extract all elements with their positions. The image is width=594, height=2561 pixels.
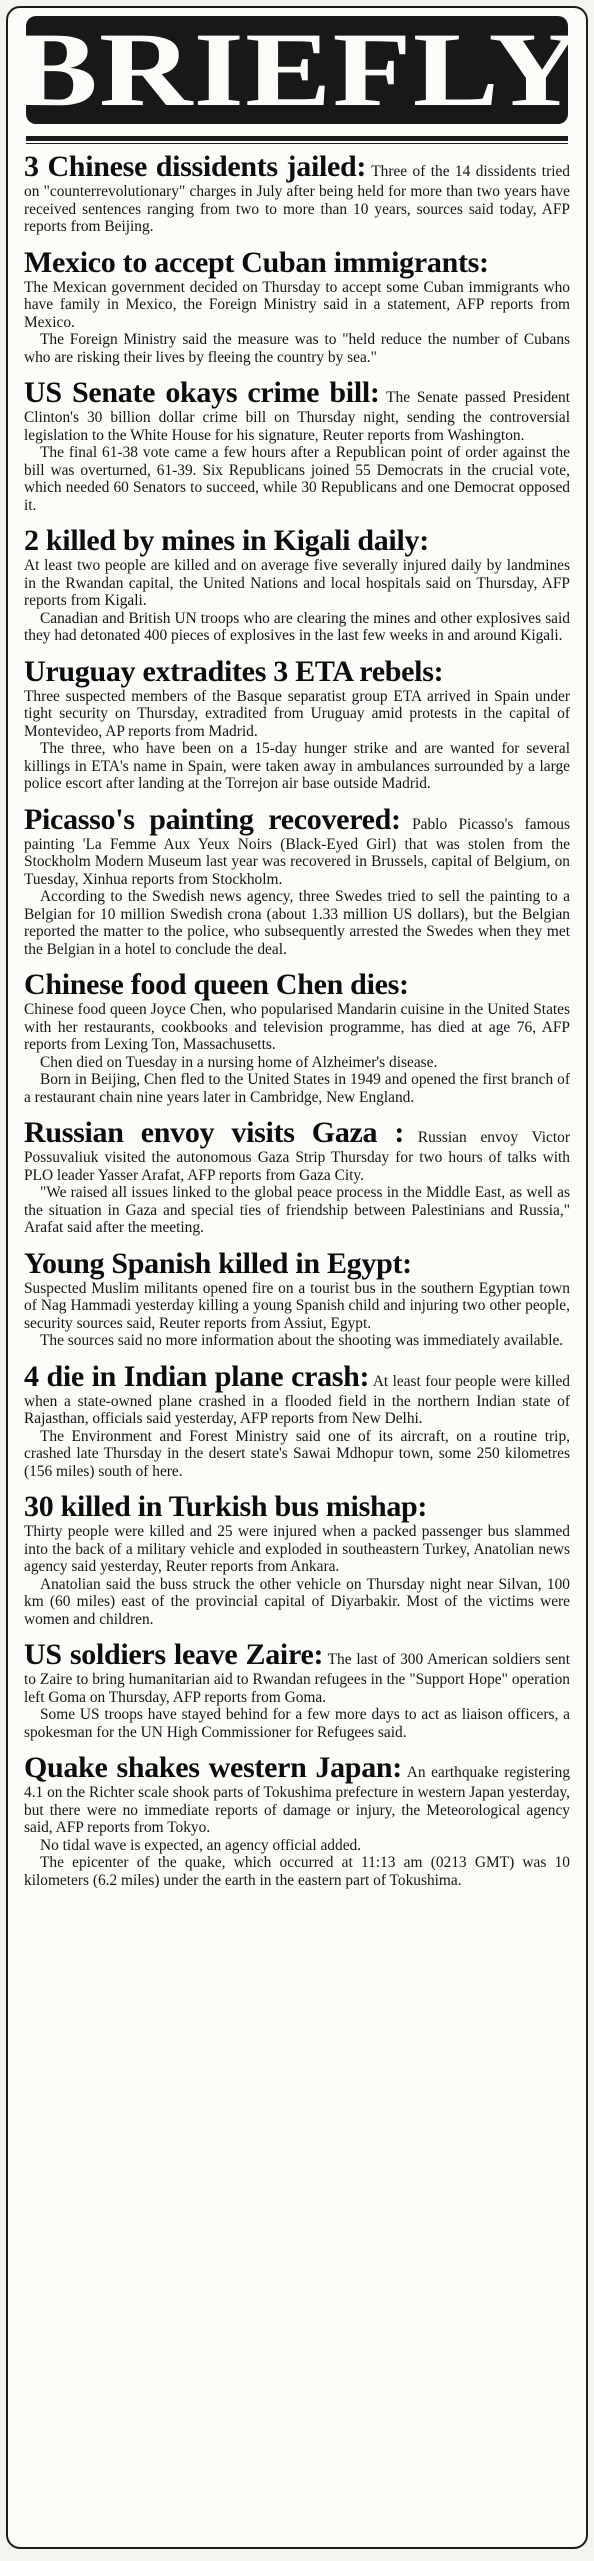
story-paragraph: The Environment and Forest Ministry said one of its aircraft, on a routine trip, crashed late Thursday in the desert state's Sawai Mdhopur town, some 250 kilometres (156 miles) south of here. <box>24 1427 570 1480</box>
story-headline: US Senate okays crime bill: <box>24 376 380 409</box>
story-paragraph: An earthquake registering 4.1 on the Richter scale shook parts of Tokushima prefecture in western Japan yesterday, but there were no immediate reports of damage or injury, the Meteorological agency said, AFP reports from Tokyo. <box>24 1764 571 1836</box>
story-paragraph: No tidal wave is expected, an agency official added. <box>40 1836 362 1854</box>
story-lead <box>24 376 570 444</box>
story-headline: 30 killed in Turkish bus mishap: <box>24 1490 428 1523</box>
story-lead <box>24 150 570 236</box>
story-paragraph: Some US troops have stayed behind for a few more days to act as liaison officers, a spokesman for the UN High Commissioner for Refugees said. <box>24 1706 570 1741</box>
news-story <box>24 1490 570 1628</box>
story-paragraph: The last of 300 American soldiers sent to Zaire to bring humanitarian aid to Rwandan refugees in the "Support Hope" operation left Goma on Thursday, AFP reports from Goma. <box>24 1651 570 1706</box>
news-story <box>24 246 570 367</box>
story-paragraph: Born in Beijing, Chen fled to the United States in 1949 and opened the first branch of a restaurant chain nine years later in Cambridge, New England. <box>24 1071 570 1106</box>
story-headline: Russian envoy visits Gaza : <box>24 1116 405 1149</box>
news-story <box>24 150 570 236</box>
story-paragraph: Pablo Picasso's famous painting 'La Femme Aux Yeux Noirs (Black-Eyed Girl) that was stolen from the Stockholm Modern Museum last year was recovered in Brussels, capital of Belgium, on Tuesday, Xinhua reports from Stockholm. <box>24 815 570 888</box>
story-paragraph: The Senate passed President Clinton's 30 billion dollar crime bill on Thursday night, sending the controversial legislation to the White House for his signature, Reuter reports from Washington. <box>24 389 570 444</box>
story-paragraph: Chen died on Tuesday in a nursing home of Alzheimer's disease. <box>40 1053 438 1071</box>
story-paragraph: The Foreign Ministry said the measure was to "held reduce the number of Cubans who are risking their lives by fleeing the country by sea." <box>24 331 570 366</box>
story-paragraph: The Mexican government decided on Thursday to accept some Cuban immigrants who have family in Mexico, the Foreign Ministry said in a statement, AFP reports from Mexico. <box>24 278 570 331</box>
story-headline: Uruguay extradites 3 ETA rebels: <box>24 654 444 688</box>
story-paragraph: Anatolian said the buss struck the other vehicle on Thursday night near Silvan, 100 km (60 miles) east of the provincial capital of Diyarbakir. Most of the victims were women and children. <box>24 1575 570 1628</box>
story-lead <box>24 1360 570 1428</box>
story-headline: 2 killed by mines in Kigali daily: <box>24 524 429 557</box>
story-headline: Young Spanish killed in Egypt: <box>24 1246 412 1280</box>
news-story <box>24 1247 570 1350</box>
masthead-rule-thin <box>26 143 568 144</box>
news-story <box>24 376 570 514</box>
story-paragraph: Russian envoy Victor Possuvaliuk visited the autonomous Gaza Strip Thursday for two hours of talks with PLO leader Yasser Arafat, AFP reports from Gaza City. <box>24 1129 570 1184</box>
story-paragraph: The three, who have been on a 15-day hunger strike and are wanted for several killings in ETA's name in Spain, were taken away in ambulances surrounded by a large police escort after landing at the Torrejon air base outside Madrid. <box>24 740 570 792</box>
story-headline: Picasso's painting recovered: <box>24 802 401 836</box>
story-paragraph: Thirty people were killed and 25 were injured when a packed passenger bus slammed into the back of a military vehicle and exploded in southeastern Turkey, Anatolian news agency said yesterday, Reuter reports from Ankara. <box>24 1523 570 1575</box>
story-paragraph: Three suspected members of the Basque separatist group ETA arrived in Spain under tight security on Thursday, extradited from Uruguay amid protests in the capital of Montevideo, AP reports from Madrid. <box>24 687 570 740</box>
story-headline: 4 die in Indian plane crash: <box>24 1359 370 1393</box>
masthead-rule-thick <box>26 136 568 141</box>
news-story <box>24 524 570 645</box>
story-lead <box>24 803 570 889</box>
news-story <box>24 1360 570 1481</box>
news-story <box>24 1638 570 1741</box>
story-lead <box>24 1116 570 1184</box>
story-paragraph: Chinese food queen Joyce Chen, who popularised Mandarin cuisine in the United States with her restaurants, cookbooks and television programme, has died at age 76, AFP reports from Lexing Ton, Massachusetts. <box>24 1001 570 1053</box>
story-headline: 3 Chinese dissidents jailed: <box>24 150 367 183</box>
story-paragraph: At least four people were killed when a state-owned plane crashed in a flooded field in the northern Indian state of Rajasthan, officials said yesterday, AFP reports from New Delhi. <box>24 1372 570 1427</box>
news-page <box>6 6 588 2549</box>
story-headline: US soldiers leave Zaire: <box>24 1638 324 1671</box>
story-lead <box>24 1751 570 1837</box>
story-paragraph: Canadian and British UN troops who are clearing the mines and other explosives said they had detonated 400 pieces of explosives in the last few weeks in and around Kigali. <box>24 609 570 644</box>
story-headline: Quake shakes western Japan: <box>24 1751 402 1784</box>
story-headline: Mexico to accept Cuban immigrants: <box>24 245 489 279</box>
story-paragraph: Suspected Muslim militants opened fire on a tourist bus in the southern Egyptian town of Nag Hammadi yesterday killing a young Spanish child and injuring two other people, security sources said, Reuter reports from Assiut, Egypt. <box>24 1279 570 1332</box>
news-story <box>24 1751 570 1889</box>
news-story <box>24 655 570 793</box>
story-paragraph: Three of the 14 dissidents tried on "counterrevolutionary" charges in July after being held for more than two years have received sentences ranging from two to more than 10 years, sources said today, AFP reports from Beijing. <box>24 163 570 235</box>
story-paragraph: The sources said no more information about the shooting was immediately available. <box>40 1332 564 1349</box>
story-paragraph: The final 61-38 vote came a few hours after a Republican point of order against the bill was overturned, 61-39. Six Republicans joined 55 Democrats in the crucial vote, which needed 60 Senators to succeed, while 30 Republicans and one Democrat opposed it. <box>24 444 570 514</box>
masthead-title: BRIEFLY <box>11 11 583 128</box>
story-lead <box>24 1638 570 1706</box>
story-paragraph: The epicenter of the quake, which occurred at 11:13 am (0213 GMT) was 10 kilometers (6.2 miles) under the earth in the eastern part of Tokushima. <box>24 1854 570 1889</box>
story-paragraph: "We raised all issues linked to the global peace process in the Middle East, as well as the situation in Gaza and special ties of friendship between Palestinians and Russia," Arafat said after the meeting. <box>24 1184 570 1236</box>
masthead <box>11 11 583 128</box>
story-headline: Chinese food queen Chen dies: <box>24 968 409 1001</box>
stories-column <box>24 150 570 1889</box>
news-story <box>24 803 570 959</box>
story-paragraph: At least two people are killed and on average five severally injured daily by landmines in the Rwandan capital, the United Nations and local hospitals said on Thursday, AFP reports from Kigali. <box>24 557 570 609</box>
news-story <box>24 968 570 1106</box>
news-story <box>24 1116 570 1237</box>
story-paragraph: According to the Swedish news agency, three Swedes tried to sell the painting to a Belgian for 10 million Swedish crona (about 1.33 million US dollars), but the Belgian reported the matter to the police, who subsequently arrested the Swedes when they met the Belgian in a hotel to conclude the deal. <box>24 888 570 958</box>
